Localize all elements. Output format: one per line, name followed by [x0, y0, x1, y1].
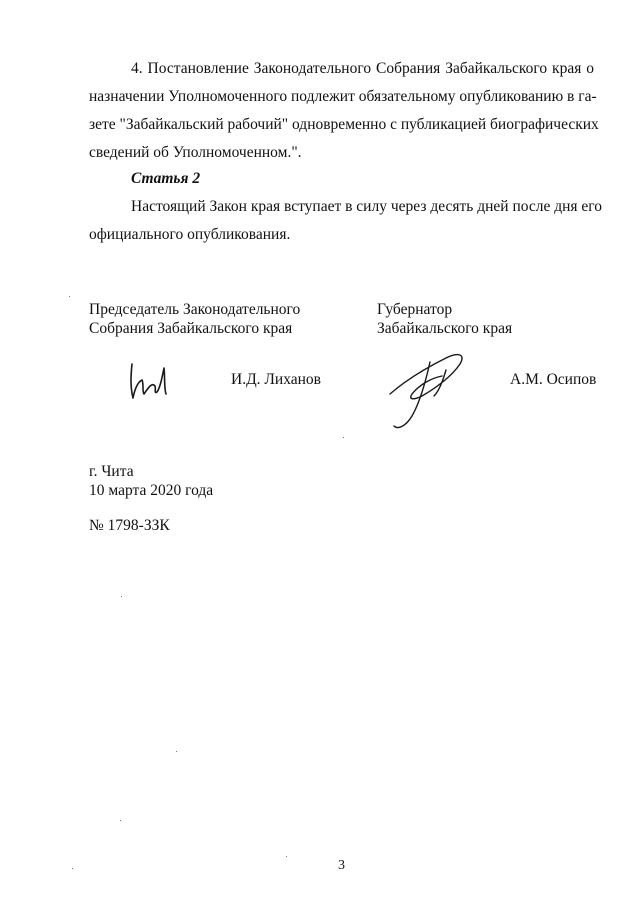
governor-title [377, 300, 512, 338]
scan-speck [72, 868, 73, 869]
date: 10 марта 2020 года [89, 482, 214, 499]
scan-speck [176, 751, 177, 752]
governor-signature [386, 350, 470, 434]
governor-title-line: Забайкальского края [377, 320, 513, 337]
scan-speck [69, 296, 70, 297]
page-number: 3 [338, 858, 345, 873]
chairman-title [89, 300, 300, 338]
scan-speck [286, 856, 287, 857]
paragraph-line: сведений об Уполномоченном.". [89, 144, 302, 161]
paragraph-line: официального опубликования. [89, 226, 291, 243]
governor-name: А.М. Осипов [510, 371, 597, 388]
place: г. Чита [89, 463, 134, 480]
article-2-paragraph [89, 193, 603, 249]
chairman-name: И.Д. Лиханов [231, 371, 321, 388]
article-2-title: Статья 2 [131, 170, 201, 187]
chairman-title-line: Председатель Законодательного [89, 301, 301, 318]
scan-speck [343, 437, 344, 438]
place-and-date [89, 462, 213, 500]
scan-speck [121, 596, 122, 597]
chairman-title-line: Собрания Забайкальского края [89, 320, 293, 337]
scan-speck [120, 820, 121, 821]
chairman-signature [124, 358, 174, 404]
paragraph-line: назначении Уполномоченного подлежит обязательному опубликованию в га- [89, 88, 597, 105]
document-number: № 1798-ЗЗК [89, 517, 170, 534]
paragraph-line: зете "Забайкальский рабочий" одновременно с публикацией биографических [89, 116, 599, 133]
paragraph-line: 4. Постановление Законодательного Собрания Забайкальского края о [131, 60, 594, 77]
governor-title-line: Губернатор [377, 301, 453, 318]
point-4-paragraph [89, 55, 599, 167]
paragraph-line: Настоящий Закон края вступает в силу через десять дней после дня его [131, 198, 603, 215]
